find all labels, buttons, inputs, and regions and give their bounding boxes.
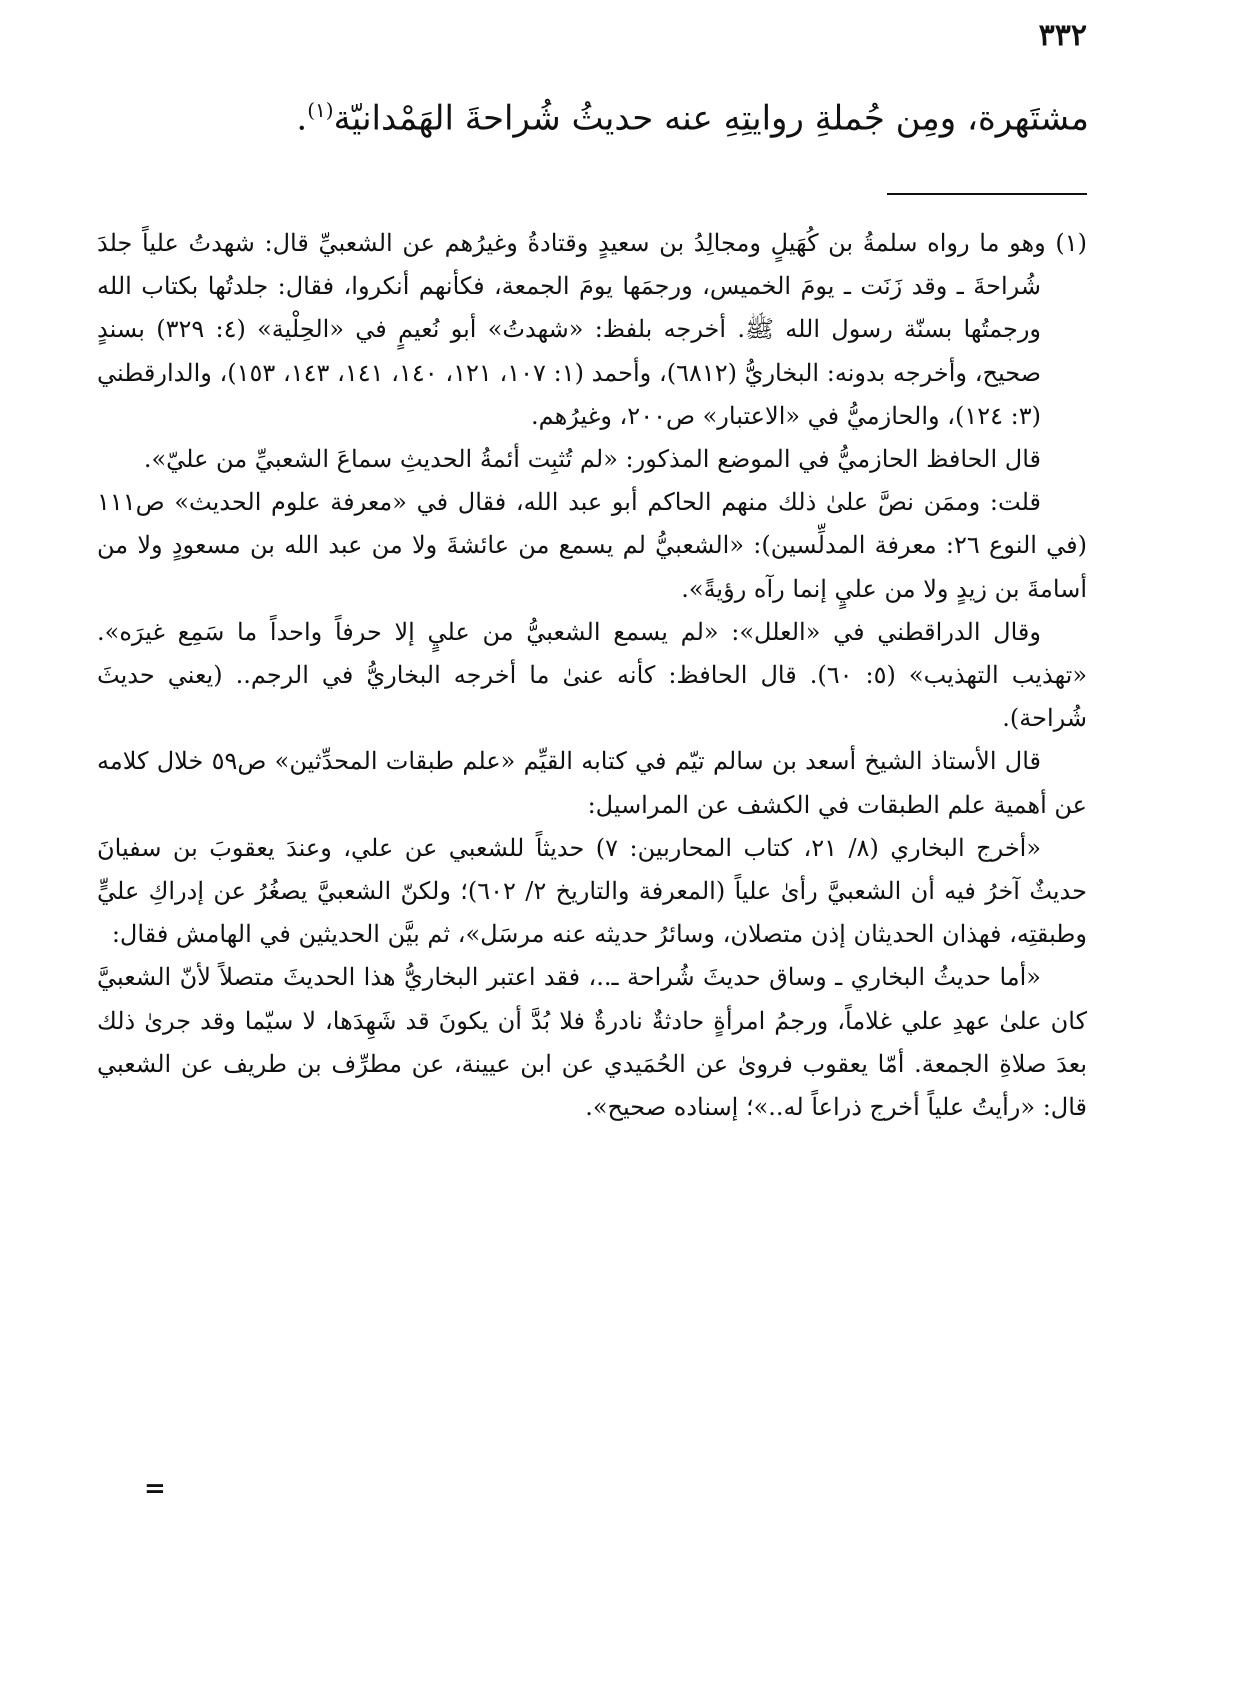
page-number: ٣٣٢	[1038, 18, 1087, 53]
main-text	[129, 84, 1089, 144]
main-text-line: مشتَهرة، ومِن جُملةِ روايتِهِ عنه حديثُ شُراحةَ الهَمْدانيّة	[333, 98, 1089, 139]
footnote-paragraph: «أخرج البخاري (٨/ ٢١، كتاب المحاربين: ٧) حديثاً للشعبي عن علي، وعندَ يعقوبَ بن سفيانَ حديثٌ آخرُ فيه أن الشعبيَّ رأىٰ علياً (المعرفة والتاريخ ٢/ ٦٠٢)؛ ولكنّ الشعبيَّ يصغُرُ عن إدراكِ عليٍّ وطبقتِه، فهذان الحديثان إذن متصلان، وسائرُ حديثه عنه مرسَل»، ثم بيَّن الحديثين في الهامش فقال:	[97, 833, 1087, 949]
footnote-paragraph: «أما حديثُ البخاري ـ وساق حديثَ شُراحة ـ..، فقد اعتبر البخاريُّ هذا الحديثَ متصلاً لأنّ الشعبيَّ كان علىٰ عهدِ علي غلاماً، ورجمُ امرأةٍ حادثةٌ نادرةٌ فلا بُدَّ أن يكونَ قد شَهِدَها، لا سيّما وقد جرىٰ ذلك بعدَ صلاةِ الجمعة. أمّا يعقوب فروىٰ عن الحُمَيدي عن ابن عيينة، عن مطرِّف بن طريف عن الشعبي قال: «رأيتُ علياً أخرج ذراعاً له..»؛ إسناده صحيح».	[97, 963, 1087, 1122]
main-text-end: .	[296, 98, 308, 139]
footnote-paragraph: قال الأستاذ الشيخ أسعد بن سالم تيّم في كتابه القيِّم «علم طبقات المحدِّثين» ص٥٩ خلال كلامه عن أهمية علم الطبقات في الكشف عن المراسيل:	[97, 747, 1087, 819]
continuation-mark: =	[144, 1474, 166, 1504]
footnote-paragraph: قال الحافظ الحازميُّ في الموضع المذكور: «لم تُثبِت أئمةُ الحديثِ سماعَ الشعبيِّ من عليّ».	[143, 445, 1041, 474]
footnote-reference[interactable]: (١)	[307, 98, 334, 122]
footnotes-section	[97, 222, 1087, 1129]
footnote-paragraph: وقال الدراقطني في «العلل»: «لم يسمع الشعبيُّ من عليٍ إلا حرفاً واحداً ما سَمِع غيرَه». «تهذيب التهذيب» (٥: ٦٠). قال الحافظ: كأنه عنىٰ ما أخرجه البخاريُّ في الرجم.. (يعني حديثَ شُراحة).	[97, 617, 1087, 733]
footnote-1: (١) وهو ما رواه سلمةُ بن كُهَيلٍ ومجالِدُ بن سعيدٍ وقتادةُ وغيرُهم عن الشعبيِّ قال: شهدتُ علياً جلدَ شُراحةَ ـ وقد زَنَت ـ يومَ الخميس، ورجمَها يومَ الجمعة، فكأنهم أنكروا، فقال: جلدتُها بكتاب الله ورجمتُها بسنّة رسول الله ﷺ. أخرجه بلفظ: «شهدتُ» أبو نُعيمٍ في «الحِلْية» (٤: ٣٢٩) بسندٍ صحيح، وأخرجه بدونه: البخاريُّ (٦٨١٢)، وأحمد (١: ١٠٧، ١٢١، ١٤٠، ١٤١، ١٤٣، ١٥٣)، والدارقطني (٣: ١٢٤)، والحازميُّ في «الاعتبار» ص٢٠٠، وغيرُهم.	[97, 229, 1087, 430]
footnote-separator	[887, 193, 1087, 195]
footnote-paragraph: قلت: وممَن نصَّ علىٰ ذلك منهم الحاكم أبو عبد الله، فقال في «معرفة علوم الحديث» ص١١١ (في النوع ٢٦: معرفة المدلِّسين): «الشعبيُّ لم يسمع من عائشةَ ولا من عبد الله بن مسعودٍ ولا من أسامةَ بن زيدٍ ولا من عليٍ إنما رآه رؤيةً».	[97, 488, 1087, 603]
